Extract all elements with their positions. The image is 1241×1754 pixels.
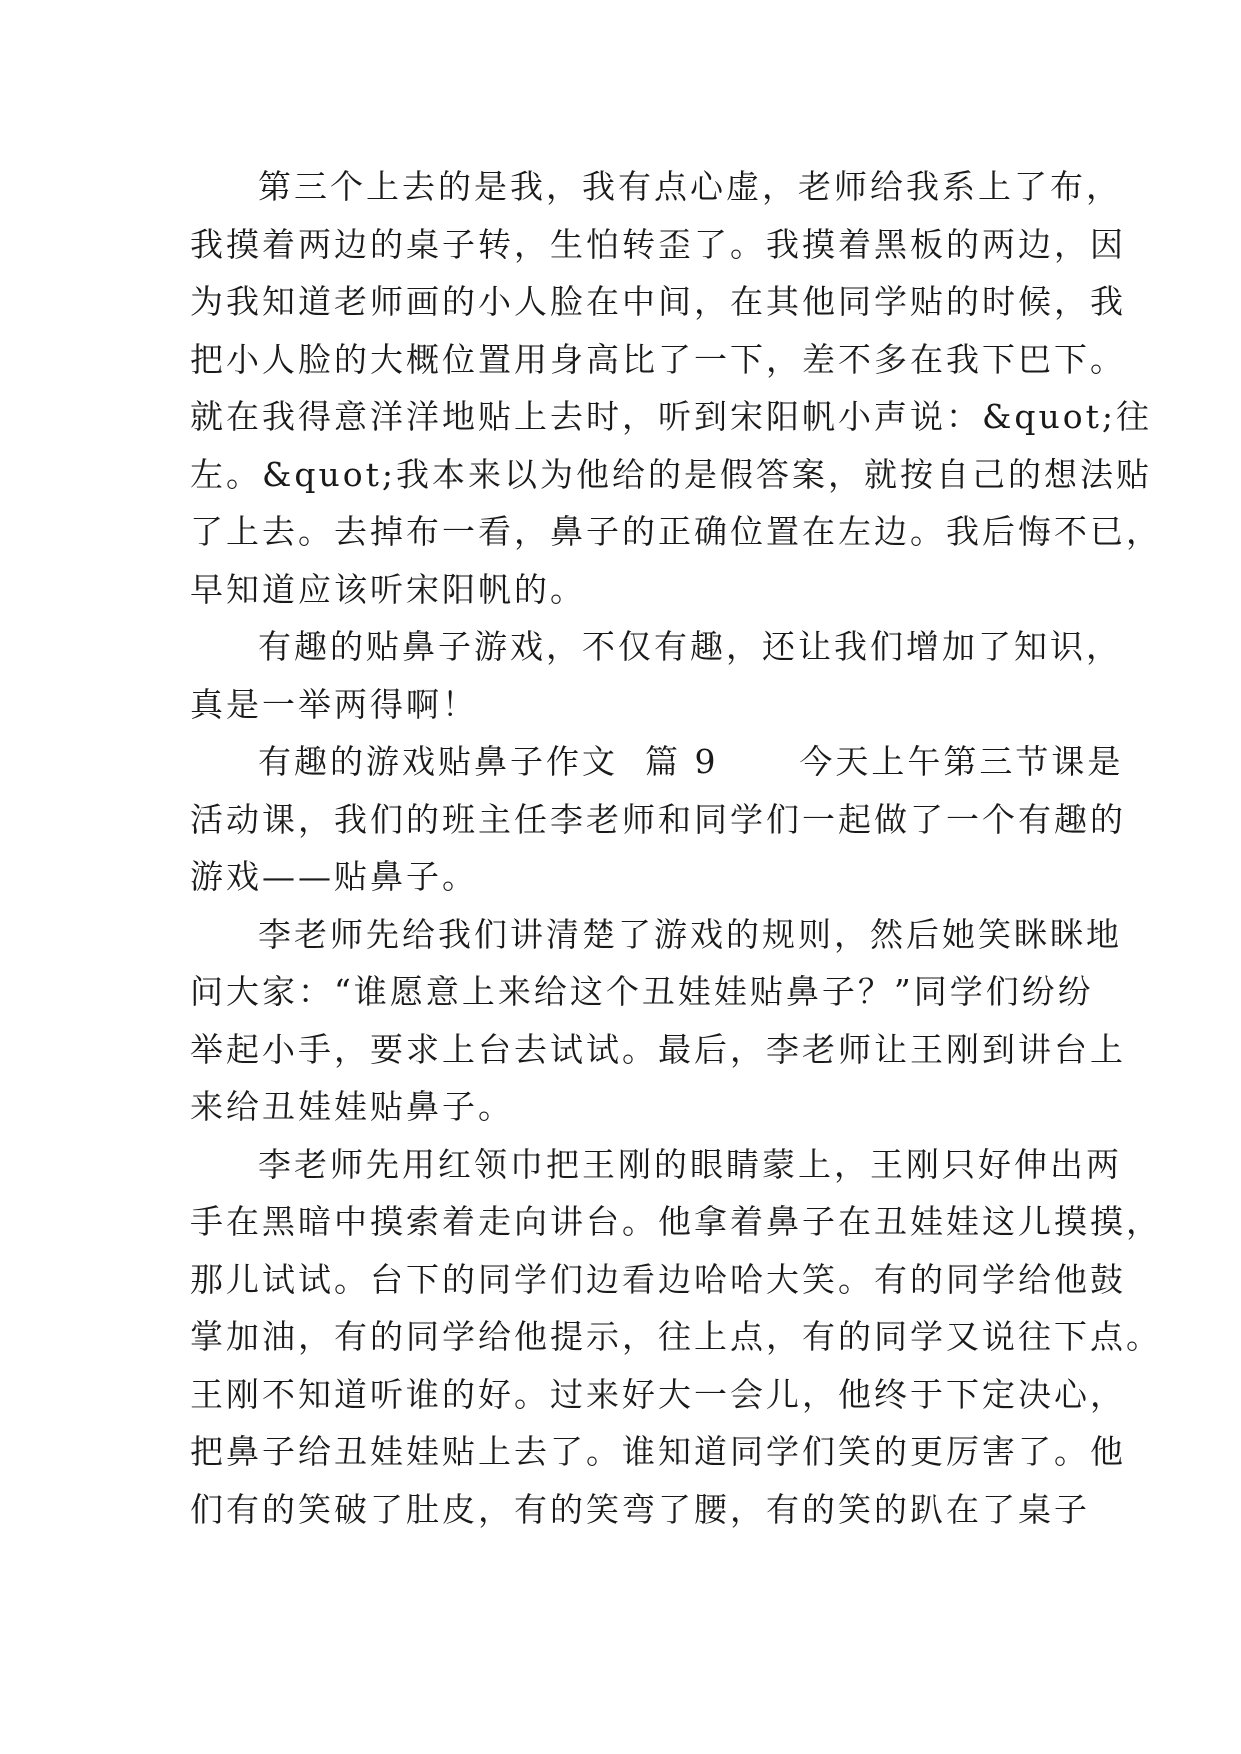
- text-line: 把鼻子给丑娃娃贴上去了。谁知道同学们笑的更厉害了。他: [190, 1432, 1126, 1471]
- text-line: 举起小手，要求上台去试试。最后，李老师让王刚到讲台上: [190, 1029, 1126, 1069]
- text-line: 就在我得意洋洋地贴上去时，听到宋阳帆小声说：&quot;往: [190, 397, 1152, 436]
- text-line: 手在黑暗中摸索着走向讲台。他拿着鼻子在丑娃娃这儿摸摸，: [190, 1202, 1162, 1241]
- text-line: 问大家：“谁愿意上来给这个丑娃娃贴鼻子？”同学们纷纷: [190, 972, 1094, 1011]
- section-heading-line: 有趣的游戏贴鼻子作文 篇 9 今天上午第三节课是: [258, 742, 1124, 781]
- text-line: 那儿试试。台下的同学们边看边哈哈大笑。有的同学给他鼓: [190, 1259, 1126, 1299]
- text-line: 王刚不知道听谁的好。过来好大一会儿，他终于下定决心，: [190, 1374, 1126, 1414]
- text-line: 我摸着两边的桌子转，生怕转歪了。我摸着黑板的两边，因: [190, 224, 1126, 264]
- text-line: 为我知道老师画的小人脸在中间，在其他同学贴的时候，我: [190, 282, 1126, 321]
- text-line: 游戏——贴鼻子。: [190, 857, 478, 896]
- text-line: 把小人脸的大概位置用身高比了一下，差不多在我下巴下。: [190, 339, 1126, 379]
- text-line: 来给丑娃娃贴鼻子。: [190, 1087, 514, 1126]
- text-line: 第三个上去的是我，我有点心虚，老师给我系上了布，: [258, 167, 1122, 206]
- text-line: 了上去。去掉布一看，鼻子的正确位置在左边。我后悔不已，: [190, 512, 1162, 551]
- text-line: 早知道应该听宋阳帆的。: [190, 569, 586, 609]
- text-line: 活动课，我们的班主任李老师和同学们一起做了一个有趣的: [190, 799, 1126, 839]
- essay-body: [190, 158, 1162, 1538]
- text-line: 们有的笑破了肚皮，有的笑弯了腰，有的笑的趴在了桌子: [190, 1489, 1090, 1529]
- text-line: 掌加油，有的同学给他提示，往上点，有的同学又说往下点。: [190, 1317, 1162, 1356]
- text-line: 李老师先给我们讲清楚了游戏的规则，然后她笑眯眯地: [258, 914, 1122, 954]
- text-line: 左。&quot;我本来以为他给的是假答案，就按自己的想法贴: [190, 454, 1152, 494]
- text-line: 真是一举两得啊！: [190, 684, 478, 724]
- text-line: 有趣的贴鼻子游戏，不仅有趣，还让我们增加了知识，: [258, 627, 1122, 666]
- text-line: 李老师先用红领巾把王刚的眼睛蒙上，王刚只好伸出两: [258, 1144, 1122, 1184]
